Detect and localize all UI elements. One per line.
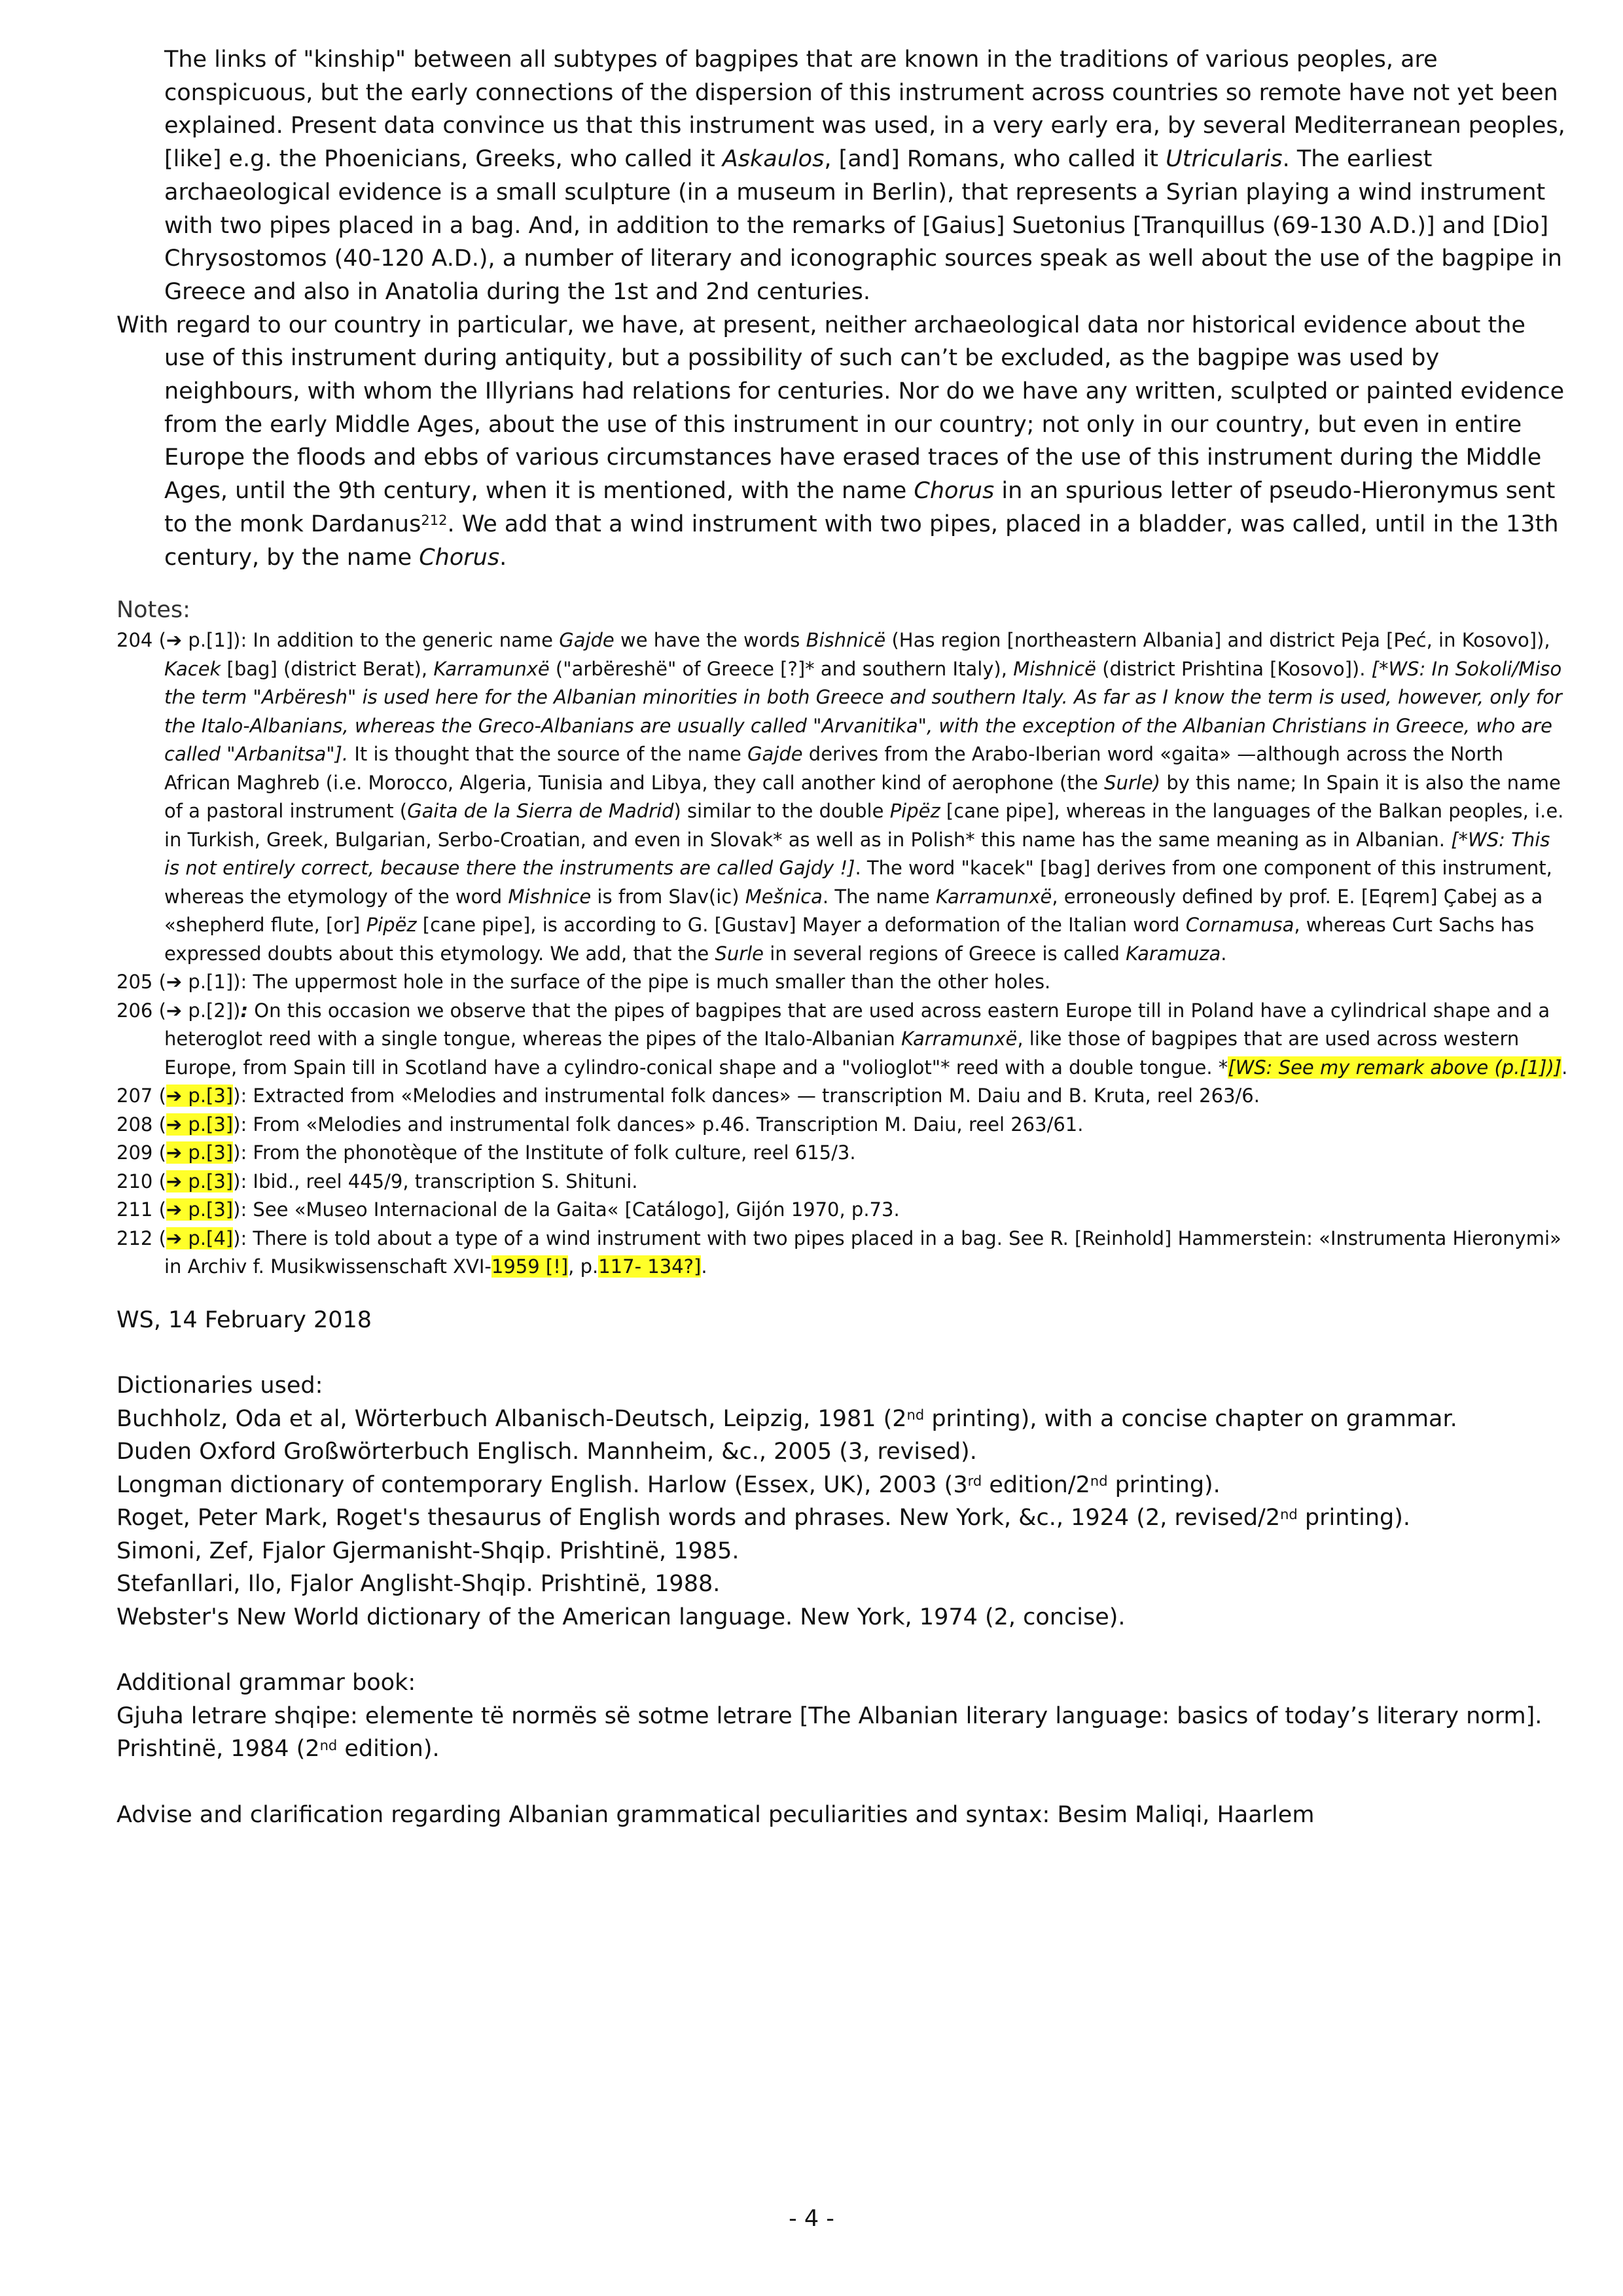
text-run: ): From «Melodies and instrumental folk dances» p.46. Transcription M. Daiu, reel 263/61. [233, 1113, 1084, 1136]
dictionary-entry [116, 1469, 1569, 1502]
italic-term: Gaita de la Sierra de Madrid [407, 800, 674, 823]
text-run: . [499, 544, 507, 571]
spacer [116, 1634, 1569, 1666]
note-208 [116, 1111, 1569, 1139]
italic-term: Chorus [914, 478, 995, 505]
text-run: [bag] (district Berat), [221, 657, 434, 680]
text-run: : [240, 999, 249, 1022]
note-205 [116, 968, 1569, 997]
notes-heading: Notes: [116, 597, 190, 624]
text-run: edition). [337, 1736, 440, 1763]
highlighted-page-ref: ➔ p.[3] [166, 1085, 234, 1107]
italic-term: Gajde [559, 629, 615, 652]
italic-term: Surle [715, 942, 764, 965]
text-run: . The word "kacek" [bag] derives from one component of this instrument, whereas the etymology of the word [164, 857, 1552, 908]
note-210 [116, 1168, 1569, 1196]
highlighted-page-ref: ➔ p.[3] [166, 1170, 234, 1193]
spacer [116, 1282, 1569, 1304]
arrow-icon: ➔ [166, 971, 183, 994]
text-run: With regard to our country in particular, we have, at present, neither archaeological data nor historical evidence about the use of this instrument during antiquity, but a possibility of such can’t be excluded, as the bagpipe was used by neighbours, with whom the Illyrians had relations for centuries. Nor do we have any written, sculpted or painted evidence from the early Middle Ages, about the use of this instrument in our country; not only in our country, but even in entire Europe the floods and ebbs of various circumstances have erased traces of the use of this instrument during the Middle Ages, until the 9th century, when it is mentioned, with the name [116, 312, 1565, 505]
spacer [116, 1336, 1569, 1369]
page-number: - 4 - [789, 2206, 834, 2232]
document-page [116, 43, 1569, 1831]
italic-term: Surle) [1104, 771, 1161, 794]
dictionary-entry: Simoni, Zef, Fjalor Gjermanisht-Shqip. Prishtinë, 1985. [116, 1537, 740, 1564]
note-207 [116, 1082, 1569, 1111]
highlighted-ws-remark: [WS: See my remark above (p.[1])] [1228, 1056, 1562, 1079]
note-number: 205 ( [116, 971, 166, 994]
highlighted-page-ref: ➔ p.[4] [166, 1227, 234, 1249]
note-209 [116, 1139, 1569, 1168]
paragraph-our-country [116, 309, 1569, 575]
arrow-icon: ➔ [166, 629, 183, 652]
text-run: edition/2 [982, 1471, 1090, 1498]
superscript: nd [1280, 1506, 1298, 1522]
text-run: (Has region [northeastern Albania] and district Peja [Peć, in Kosovo]), [885, 629, 1550, 652]
note-number: 211 ( [116, 1198, 166, 1221]
dictionary-entry: Duden Oxford Großwörterbuch Englisch. Mannheim, &c., 2005 (3, revised). [116, 1439, 977, 1465]
text-run: . [1561, 1056, 1568, 1079]
text-run: Buchholz, Oda et al, Wörterbuch Albanisch-Deutsch, Leipzig, 1981 (2 [116, 1405, 907, 1432]
text-run: [cane pipe], whereas in the languages of the Balkan peoples, i.e. in Turkish, Greek, Bulgarian, Serbo-Croatian, and even in Slovak* as well as in Polish* this name has the same meaning as in Albanian. [164, 800, 1564, 851]
note-204 [116, 626, 1569, 968]
text-run: The links of "kinship" between all subtypes of bagpipes that are known in the traditions of various peoples, are conspicuous, but the early connections of the dispersion of this instrument across countries so remote have not yet been explained. Present data convince us that this instrument was used, in a very early era, by several Mediterranean peoples, [like] e.g. the Phoenicians, Greeks, who called it [164, 46, 1565, 173]
text-run: p.[2]) [182, 999, 241, 1022]
text-run: ("arbëreshë" of Greece [?]* and southern Italy), [549, 657, 1014, 680]
note-number: 204 ( [116, 629, 166, 652]
text-run: we have the words [614, 629, 806, 652]
text-run: , like those of bagpipes that are used across western Europe, from Spain till in Scotland have a cylindro-conical shape and a "volioglot"* reed with a double tongue. * [164, 1028, 1520, 1079]
signature-line: WS, 14 February 2018 [116, 1306, 372, 1333]
text-run: , p. [568, 1255, 599, 1278]
text-run: . We add that a wind instrument with two pipes, placed in a bladder, was called, until in the 13th century, by the name [164, 511, 1559, 571]
paragraph-bagpipe-kinship [116, 43, 1569, 309]
text-run: On this occasion we observe that the pipes of bagpipes that are used across eastern Europe till in Poland have a cylindrical shape and a heteroglot reed with a single tongue, whereas the pipes of the Italo-Albanian [164, 999, 1550, 1050]
superscript: nd [1090, 1473, 1108, 1490]
italic-term: Mešnica [745, 885, 823, 908]
italic-term: Askaulos [722, 146, 825, 173]
text-run: is from Slav(ic) [591, 885, 745, 908]
superscript: rd [967, 1473, 982, 1490]
dictionary-entry [116, 1403, 1569, 1436]
italic-term: Kacek [164, 657, 221, 680]
dictionary-entry [116, 1501, 1569, 1535]
text-run: by this name; In Spain it is also the name of a pastoral instrument ( [164, 771, 1561, 823]
italic-term: Chorus [419, 544, 500, 571]
note-number: 209 ( [116, 1141, 166, 1164]
spacer [116, 1766, 1569, 1799]
highlighted-page-ref: ➔ p.[3] [166, 1113, 234, 1136]
text-run: ): From the phonotèque of the Institute of folk culture, reel 615/3. [233, 1141, 856, 1164]
italic-term: Pipëz [366, 914, 417, 937]
text-run: . [1221, 942, 1227, 965]
highlighted-year: 1959 [!] [491, 1255, 569, 1278]
italic-term: Karramunxë [935, 885, 1052, 908]
text-run: ): See «Museo Internacional de la Gaita« [Catálogo], Gijón 1970, p.73. [233, 1198, 900, 1221]
text-run: printing). [1107, 1471, 1221, 1498]
text-run: It is thought that the source of the name [348, 743, 748, 766]
footnote-ref-212: 212 [421, 512, 448, 529]
dictionary-entry: Stefanllari, Ilo, Fjalor Anglisht-Shqip. Prishtinë, 1988. [116, 1571, 721, 1598]
highlighted-pages: 117- 134?] [598, 1255, 702, 1278]
text-run: in several regions of Greece is called [764, 942, 1126, 965]
highlighted-page-ref: ➔ p.[3] [166, 1198, 234, 1221]
ws-remark: [*WS: This is not entirely correct, because there the instruments are called Gajdy !] [164, 828, 1550, 880]
dictionary-entry: Webster's New World dictionary of the American language. New York, 1974 (2, concise). [116, 1604, 1126, 1630]
ws-remark: [*WS: In Sokoli/Miso the term "Arbëresh" is used here for the Albanian minorities in both Greece and southern Italy. As far as I know the term is used, however, only for the Italo-Albanians, whereas the Greco-Albanians are usually called "Arvanitika", with the exception of the Albanian Christians in Greece, who are called "Arbanitsa"]. [164, 657, 1562, 766]
superscript: nd [319, 1737, 338, 1753]
text-run: . The earliest archaeological evidence is a small sculpture (in a museum in Berlin), that represents a Syrian playing a wind instrument with two pipes placed in a bag. And, in addition to the remarks of [Gaius] Suetonius [Tranquillus (69-130 A.D.)] and [Dio] Chrysostomos (40-120 A.D.), a number of literary and iconographic sources speak as well about the use of the bagpipe in Greece and also in Anatolia during the 1st and 2nd centuries. [164, 146, 1562, 305]
italic-term: Bishnicë [806, 629, 886, 652]
grammar-heading: Additional grammar book: [116, 1670, 416, 1696]
italic-term: Utricularis [1166, 146, 1283, 173]
superscript: nd [906, 1407, 925, 1424]
text-run: , whereas Curt Sachs has expressed doubts about this etymology. We add, that the [164, 914, 1535, 965]
text-run: . [701, 1255, 707, 1278]
note-212 [116, 1225, 1569, 1282]
text-run: p.[1]): The uppermost hole in the surface of the pipe is much smaller than the other holes. [182, 971, 1051, 994]
text-run: printing), with a concise chapter on grammar. [924, 1405, 1457, 1432]
text-run: [cane pipe], is according to G. [Gustav] Mayer a deformation of the Italian word [416, 914, 1186, 937]
italic-term: Karamuza [1126, 942, 1221, 965]
highlighted-page-ref: ➔ p.[3] [166, 1141, 234, 1164]
italic-term: Mishnicë [1013, 657, 1096, 680]
text-run: . The name [822, 885, 936, 908]
note-number: 212 ( [116, 1227, 166, 1249]
note-number: 210 ( [116, 1170, 166, 1193]
grammar-entry-cont [116, 1732, 1569, 1766]
note-206 [116, 997, 1569, 1083]
italic-term: Mishnice [508, 885, 592, 908]
text-run: ): Extracted from «Melodies and instrumental folk dances» — transcription M. Daiu and B. Kruta, reel 263/6. [233, 1085, 1260, 1107]
text-run: Longman dictionary of contemporary English. Harlow (Essex, UK), 2003 (3 [116, 1471, 968, 1498]
italic-term: Karramunxë [433, 657, 550, 680]
advice-line: Advise and clarification regarding Albanian grammatical peculiarities and syntax: Besim Maliqi, Haarlem [116, 1801, 1315, 1828]
italic-term: Cornamusa [1185, 914, 1294, 937]
text-run: p.[1]): In addition to the generic name [182, 629, 560, 652]
dictionaries-heading: Dictionaries used: [116, 1372, 323, 1399]
text-run: (district Prishtina [Kosovo]). [1096, 657, 1372, 680]
note-211 [116, 1196, 1569, 1225]
text-run: , erroneously defined by prof. E. [Eqrem] Çabej as a «shepherd flute, [or] [164, 885, 1543, 937]
text-run: ) similar to the double [673, 800, 890, 823]
text-run: derives from the Arabo-Iberian word «gaita» —although across the North African Maghreb (i.e. Morocco, Algeria, Tunisia and Libya, they call another kind of aerophone (the [164, 743, 1504, 794]
grammar-entry: Gjuha letrare shqipe: elemente të normës së sotme letrare [The Albanian literary language: basics of today’s literary norm]. [116, 1702, 1543, 1729]
text-run: , [and] Romans, who called it [824, 146, 1166, 173]
note-number: 206 ( [116, 999, 166, 1022]
text-run: Roget, Peter Mark, Roget's thesaurus of English words and phrases. New York, &c., 1924 (2, revised/2 [116, 1505, 1281, 1532]
note-number: 208 ( [116, 1113, 166, 1136]
arrow-icon: ➔ [166, 999, 183, 1022]
text-run: ): There is told about a type of a wind instrument with two pipes placed in a bag. See R. [Reinhold] Hammerstein: «Instrumenta Hieronymi» in Archiv f. Musikwissenschaft XVI- [164, 1227, 1561, 1278]
italic-term: Pipëz [889, 800, 940, 823]
text-run: printing). [1297, 1505, 1411, 1532]
italic-term: Gajde [747, 743, 803, 766]
text-run: in an spurious letter of pseudo-Hieronymus sent to the monk Dardanus [164, 478, 1556, 537]
text-run: ): Ibid., reel 445/9, transcription S. Shituni. [233, 1170, 638, 1193]
note-number: 207 ( [116, 1085, 166, 1107]
text-run: Prishtinë, 1984 (2 [116, 1736, 320, 1763]
italic-term: Karramunxë [901, 1028, 1018, 1050]
